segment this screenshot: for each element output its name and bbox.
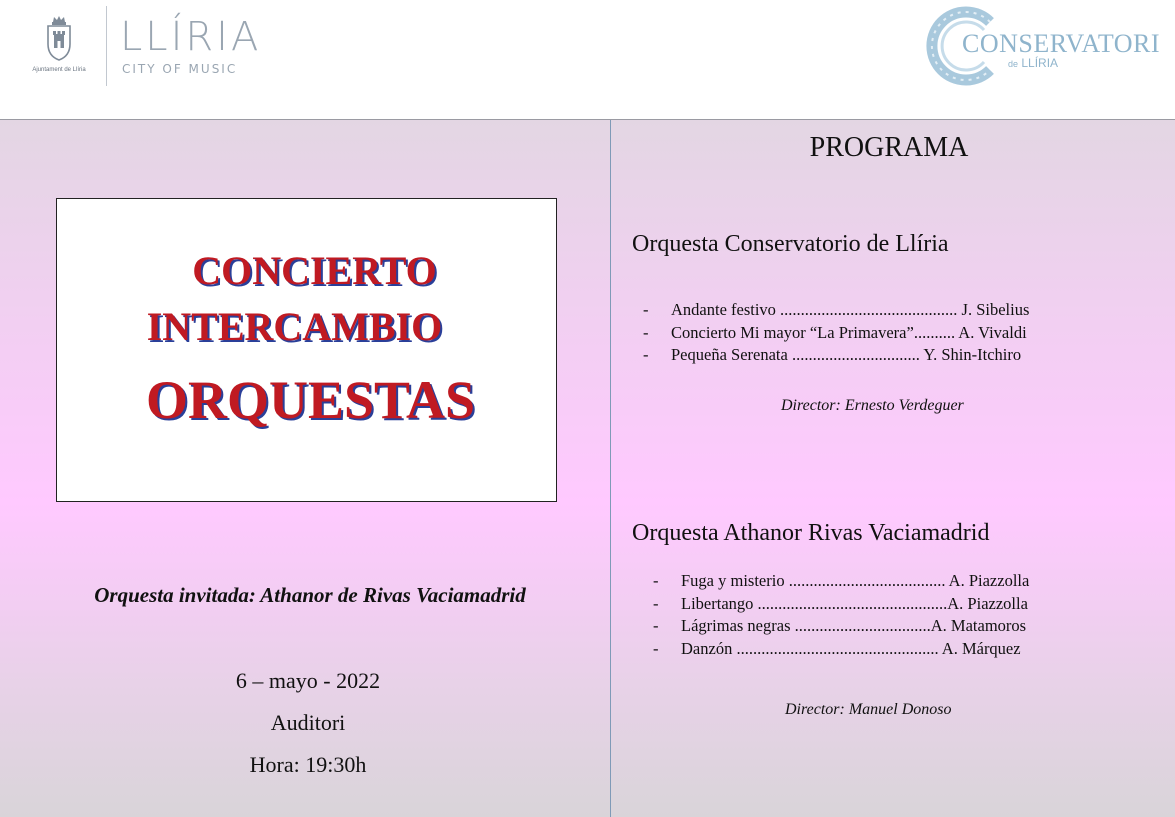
piece-text: Danzón ................................................. A. Márquez — [681, 638, 1021, 658]
conservatori-sub-town: LLÍRIA — [1021, 56, 1059, 70]
piece-text: Lágrimas negras .................................A. Matamoros — [681, 616, 1027, 635]
event-venue: Auditori — [270, 710, 346, 735]
programme-heading: PROGRAMA — [809, 132, 969, 163]
title-box — [56, 198, 557, 502]
poster-panel — [0, 120, 610, 817]
piece-item: - Libertango ..............................................A. Piazzolla — [653, 593, 1028, 613]
orchestra-name-lliria: Orquesta Conservatorio de Llíria — [632, 231, 949, 257]
piece-item: - Fuga y misterio ...................................... A. Piazzolla — [653, 571, 1030, 590]
piece-item: - Concierto Mi mayor “La Primavera”.......... A. Vivaldi — [643, 322, 1027, 342]
conservatori-sub — [1008, 56, 1058, 70]
piece-item: - Lágrimas negras .................................A. Matamoros — [653, 616, 1027, 635]
piece-item: - Danzón ................................................. A. Márquez — [653, 638, 1021, 658]
conservatori-sub-prefix: de — [1008, 59, 1019, 69]
title-intercambio: INTERCAMBIO — [146, 304, 443, 349]
event-time: Hora: 19:30h — [249, 752, 367, 777]
header-bar — [0, 0, 1175, 120]
title-concierto: CONCIERTO — [192, 248, 437, 293]
crest-caption: Ajuntament de Llíria — [32, 67, 86, 73]
logo-divider — [106, 6, 107, 86]
piece-text: Pequeña Serenata ............................... Y. Shin-Itchiro — [671, 345, 1022, 364]
orchestra-name-athanor: Orquesta Athanor Rivas Vaciamadrid — [632, 520, 990, 546]
piece-list-athanor — [653, 570, 1029, 660]
director-lliria: Director: Ernesto Verdeguer — [781, 397, 964, 414]
piece-text: Concierto Mi mayor “La Primavera”.......... A. Vivaldi — [671, 322, 1027, 342]
lliria-tagline: CITY OF MUSIC — [122, 62, 238, 76]
title-orquestas: ORQUESTAS — [145, 370, 476, 430]
director-athanor: Director: Manuel Donoso — [785, 701, 952, 718]
conservatori-logo-text: CONSERVATORI — [962, 29, 1161, 58]
city-crest-icon — [44, 14, 74, 62]
piece-text: Fuga y misterio ...................................... A. Piazzolla — [681, 571, 1030, 590]
piece-item: - Andante festivo ........................................... J. Sibelius — [643, 300, 1030, 319]
piece-text: Andante festivo ........................................... J. Sibelius — [671, 300, 1030, 319]
programme-panel — [611, 120, 1175, 817]
piece-item: - Pequeña Serenata ............................... Y. Shin-Itchiro — [643, 345, 1022, 364]
lliria-logo-text: LLÍRIA — [120, 14, 262, 60]
piece-text: Libertango ..............................................A. Piazzolla — [681, 593, 1028, 613]
event-date: 6 – mayo - 2022 — [235, 668, 381, 693]
piece-list-lliria — [643, 299, 1029, 367]
guest-orchestra: Orquesta invitada: Athanor de Rivas Vaciamadrid — [94, 583, 526, 607]
